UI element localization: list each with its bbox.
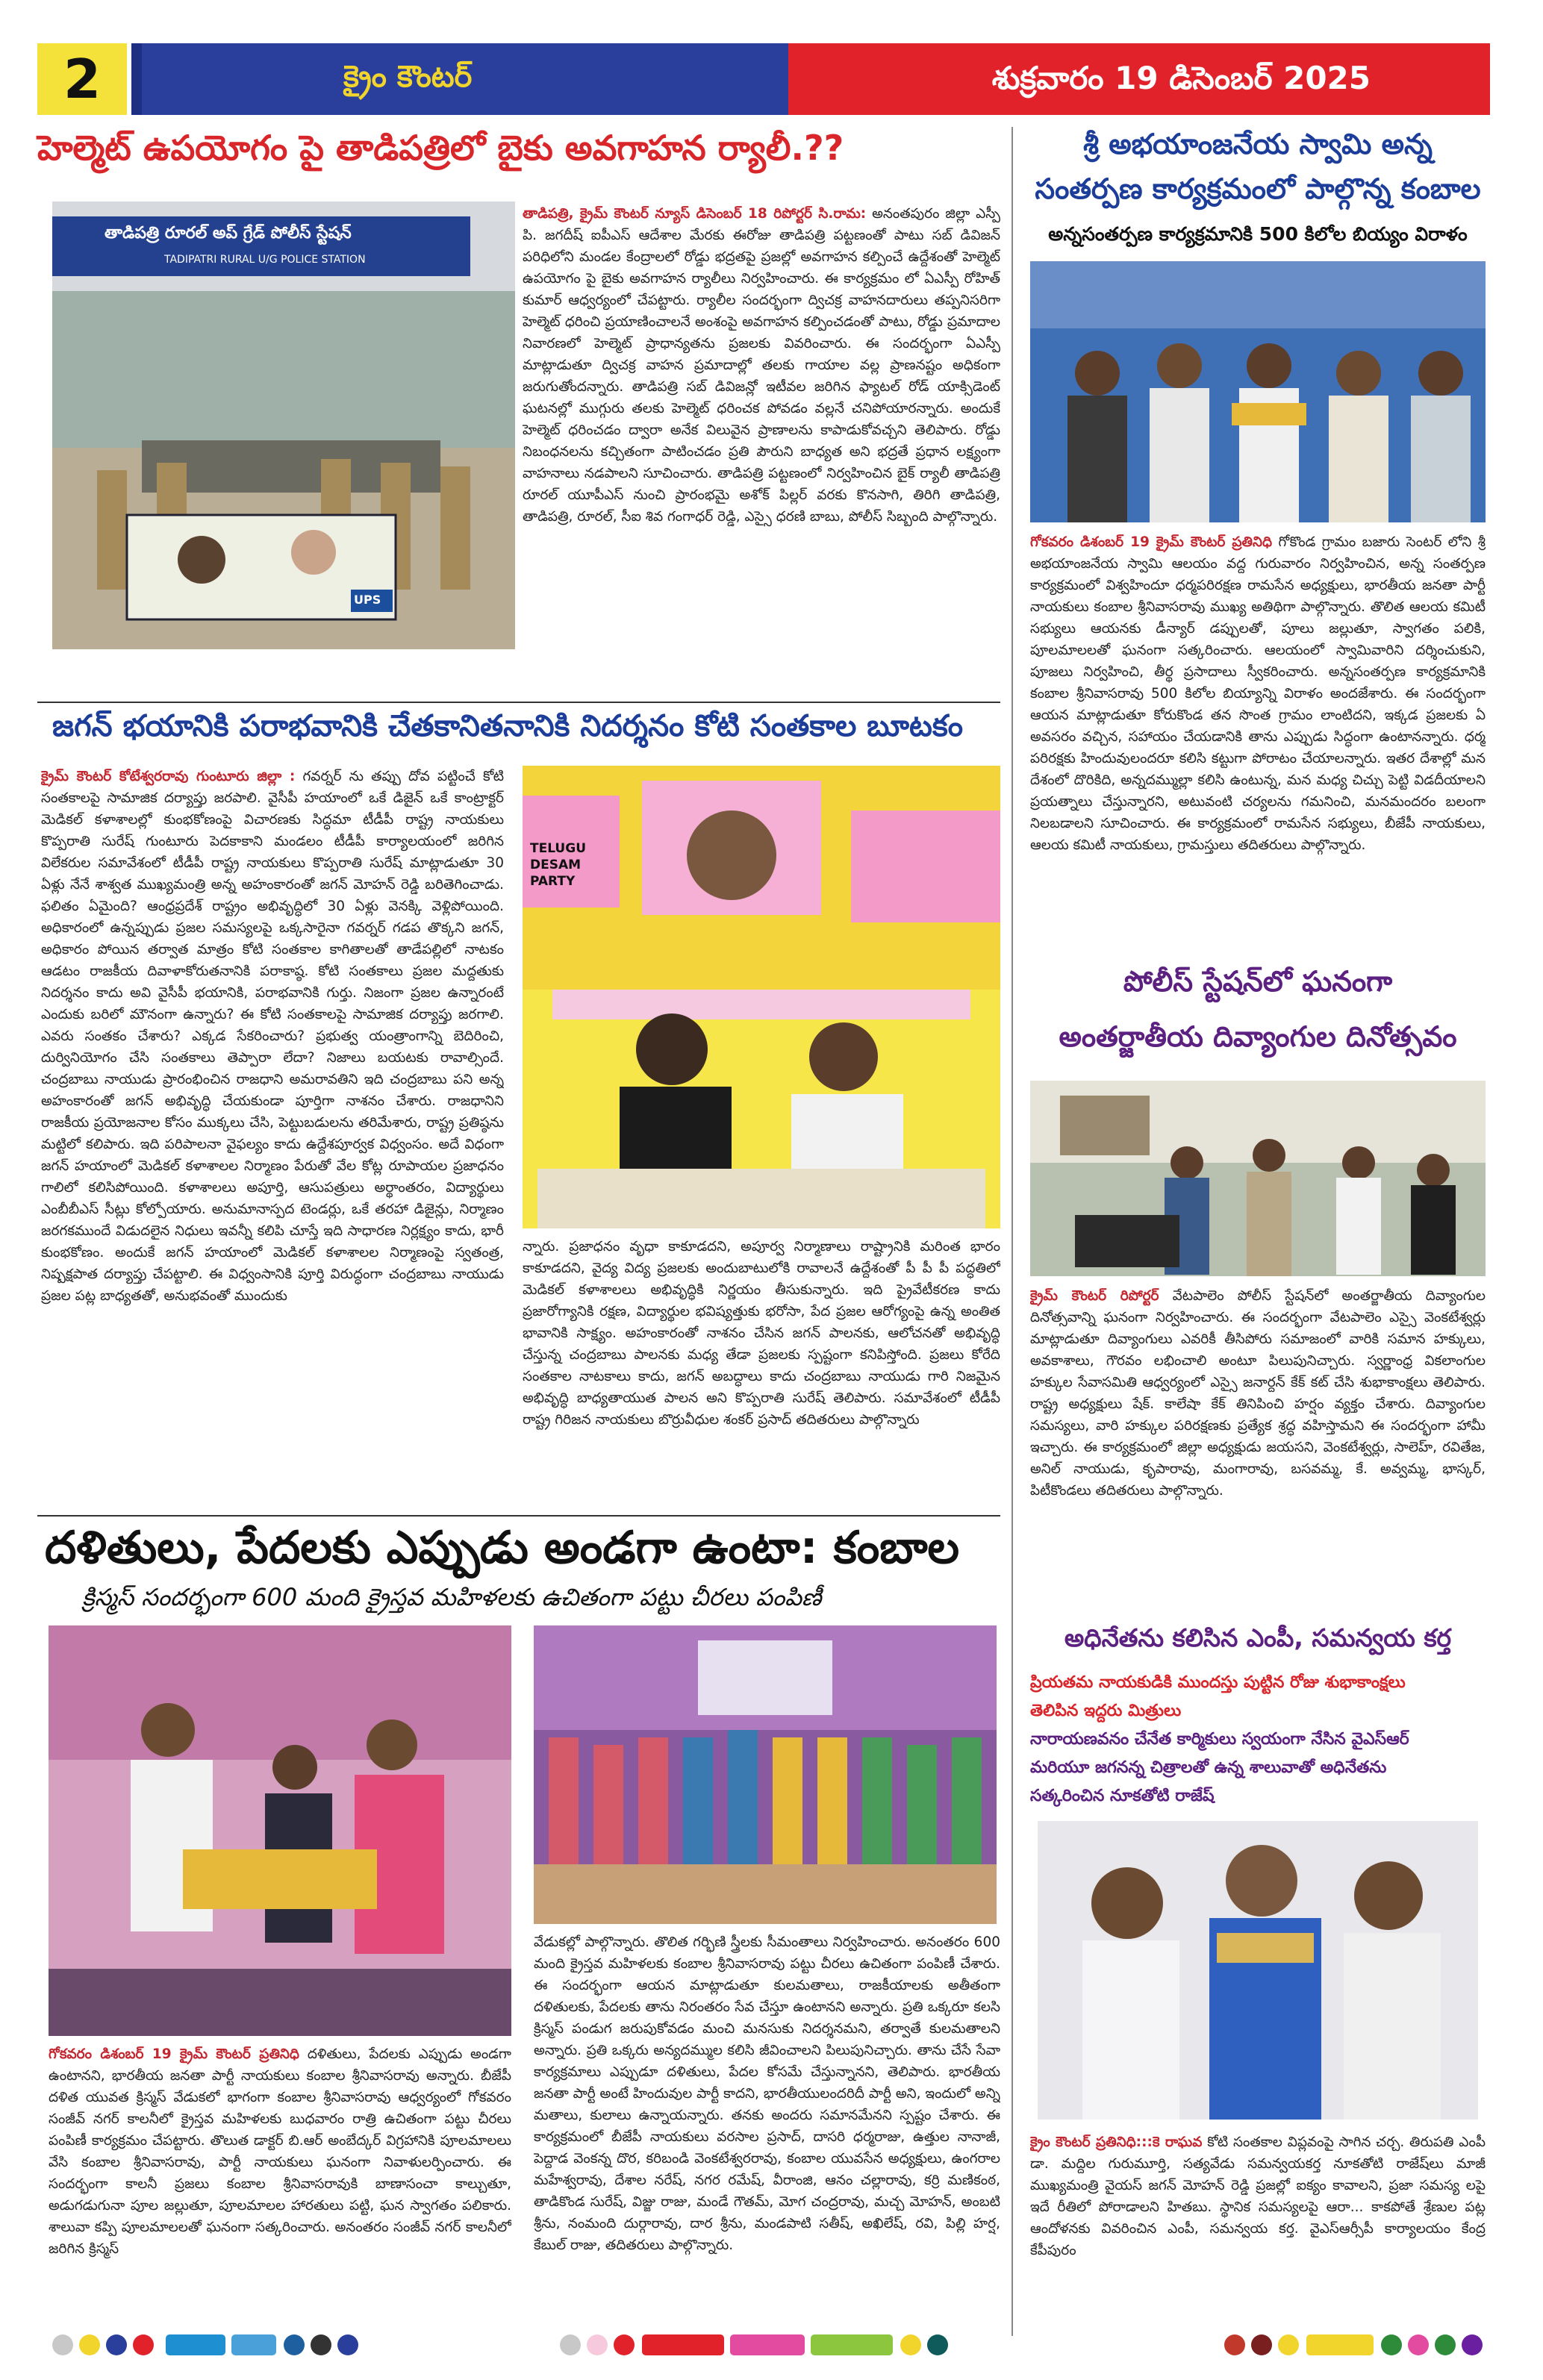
temple-subheadline: అన్నసంతర్పణ కార్యక్రమానికి 500 కిలోల బియ్యం విరాళం bbox=[1048, 223, 1468, 245]
photo-banner-text: TELUGU DESAM PARTY bbox=[530, 841, 586, 889]
registration-dot bbox=[1381, 2334, 1402, 2355]
registration-dot bbox=[1251, 2334, 1272, 2355]
actor-sub-2: తెలిపిన ఇద్దరు మిత్రులు bbox=[1030, 1702, 1182, 1720]
jagan-body-left bbox=[41, 766, 504, 1512]
masthead-date-bar bbox=[788, 43, 1490, 115]
registration-dot bbox=[311, 2334, 331, 2355]
actor-sub-3: నారాయణవనం చేనేత కార్మికులు స్వయంగా నేసిన వైఎస్ఆర్ bbox=[1030, 1730, 1409, 1749]
section-divider bbox=[37, 1515, 1000, 1517]
tdp-press-meet-photo bbox=[523, 766, 1000, 1228]
registration-dot bbox=[1408, 2334, 1429, 2355]
jagan-body-right-text: న్నారు. ప్రజాధనం వృధా కాకూడదని, అపూర్వ నిర్మాణాలు రాష్ట్రానికి మరింత భారం కాకూడదని, వైద్య విద్య ప్రజలకు అందుబాటులోకి రావాలనే ఉద్దేశంతో పీ పీ పీ పద్ధతిలో మెడికల్ కళాశాలలు అభివృద్ధికి నిర్ణయం తీసుకున్నారు. ఇది ప్రైవేటీకరణ కాదు ప్రజారోగ్యానికి రక్షణ, విద్యార్థుల భవిష్యత్తుకు భరోసా, పేద ప్రజల ఆరోగ్యంపై ఉన్న అంతిత భావానికి సాక్ష్యం. అహంకారంతో నాశనం చేసిన జగన్ పాలనకు, ఆలోచనతో అభివృద్ధి చేస్తున్న చంద్రబాబు పాలనకు మధ్య తేడా ప్రజలకు స్పష్టంగా కనిపిస్తోంది. ప్రజలు కోరేది సంతకాల నాటకాలు కాదు, జగన్ అబద్ధాలు కాదు చంద్రబాబు నాయుడు గారి నిజమైన అభివృద్ధి బాధ్యతాయుత పాలన అని కొప్పరాతి సురేష్ తెలిపారు. సమావేశంలో టీడీపీ రాష్ట్ర గిరిజన నాయకులు బొర్రువీధుల శంకర్ ప్రసాద్ తదితరులు పాల్గొన్నారు bbox=[523, 1239, 1000, 1428]
actor-headline: అధినేతను కలిసిన ఎంపీ, సమన్వయ కర్త bbox=[1064, 1623, 1452, 1652]
registration-dot bbox=[1278, 2334, 1299, 2355]
temple-event-photo bbox=[1030, 261, 1486, 522]
jagan-dateline: క్రైమ్ కౌంటర్ కోటేశ్వరరావు గుంటూరు జిల్లా : bbox=[41, 769, 296, 784]
color-bar bbox=[1306, 2334, 1374, 2355]
section-divider bbox=[37, 702, 1000, 703]
kambala-dateline: గోకవరం డిశంబర్ 19 క్రైమ్ కౌంటర్ ప్రతినిధి bbox=[49, 2046, 299, 2062]
registration-dot bbox=[284, 2334, 305, 2355]
kambala-headline: దళితులు, పేదలకు ఎప్పుడు అండగా ఉంటా: కంబాల bbox=[45, 1522, 960, 1574]
color-bar bbox=[730, 2334, 805, 2355]
registration-dot bbox=[927, 2334, 948, 2355]
helmet-body bbox=[523, 203, 1000, 651]
registration-dot bbox=[1435, 2334, 1456, 2355]
temple-body bbox=[1030, 531, 1486, 949]
actor-sub-4: మరియూ జగనన్న చిత్రాలతో ఉన్న శాలువాతో అధినేతను bbox=[1030, 1758, 1387, 1777]
helmet-rally-photo bbox=[52, 202, 515, 649]
registration-dot bbox=[106, 2334, 127, 2355]
registration-dot bbox=[614, 2334, 635, 2355]
jagan-body-right bbox=[523, 1236, 1000, 1512]
color-bar bbox=[231, 2334, 276, 2355]
registration-dot bbox=[560, 2334, 581, 2355]
saree-distribution-photo-2 bbox=[534, 1625, 997, 1924]
disability-day-photo bbox=[1030, 1081, 1486, 1276]
column-divider bbox=[1011, 127, 1013, 2336]
registration-dot bbox=[337, 2334, 358, 2355]
kambala-body-right bbox=[534, 1931, 1000, 2320]
registration-dot bbox=[587, 2334, 608, 2355]
actor-dateline: క్రైం కౌంటర్ ప్రతినిధి:::కె రాఘవ bbox=[1030, 2134, 1203, 2150]
kambala-body-left bbox=[49, 2043, 511, 2320]
kambala-subheadline: క్రిస్మస్ సందర్భంగా 600 మంది క్రైస్తవ మహిళలకు ఉచితంగా పట్టు చీరలు పంపిణీ bbox=[82, 1583, 822, 1611]
registration-dot bbox=[133, 2334, 154, 2355]
temple-dateline: గోకవరం డిశంబర్ 19 క్రైమ్ కౌంటర్ ప్రతినిధి bbox=[1030, 534, 1273, 550]
color-bar bbox=[811, 2334, 893, 2355]
kambala-body-right-text: వేడుకల్లో పాల్గొన్నారు. తొలిత గర్భిణి స్త్రీలకు సీమంతాలు నిర్వహించారు. అనంతరం 600 మంది క్రైస్తవ మహిళలకు కంబాల శ్రీనివాసరావు పట్టు చీరలు ఉచితంగా పంపిణీ చేశారు. ఈ సందర్భంగా ఆయన మాట్లాడుతూ కులమతాలు, రాజకీయాలకు అతీతంగా దళితులకు, పేదలకు తాను నిరంతరం సేవ చేస్తూ ఉంటానని అన్నారు. ప్రతి ఒక్కరూ కలసి క్రిస్మస్ పండుగ జరుపుకోవడం మంచి మనసుకు నిదర్శనమని, తర్వాతే కులమతాలని అన్నారు. ప్రతి ఒక్కరు అన్యదమ్ముల కలిసి జీవించాలని పిలుపునిచ్చారు. తాను చేసే సేవా కార్యక్రమాలు ఎప్పుడూ దళితులు, పేదల కోసమే చేస్తున్నానని, తెలిపారు. భారతీయ జనతా పార్టీ అంటే హిందువుల పార్టీ కాదని, భారతీయులందరిదీ పార్టీ అని, ఇందులో అన్ని మతాలు, కులాలు ఉన్నాయన్నారు. తనకు అందరు సమానమేనని స్పష్టం చేశారు. ఈ కార్యక్రమంలో బీజేపీ నాయకులు వరసాల ప్రసాద్, దాసరి ధర్మరాజు, ఉత్తుల నానాజీ, పెద్దాడ వెంకన్న దొర, కరిబండి వెంకటేశ్వరరావు, కంబాల యువసేన అధ్యక్షులు, ఉంగరాల మహేశ్వరావు, దేశాల నరేష్, నగర రమేష్, వీరాంజి, ఆనం చల్లారావు, కర్రి మణికంఠ, తాడికొండ సురేష్, విజ్జు రాజు, మండే గౌతమ్, మోగ చంద్రరావు, మచ్చ మోహన్, అంబటి శ్రీను, నంమంది దుర్గారావు, దార శ్రీను, మండపాటి సతీష్, అఖిలేష్, రవి, పిల్లి హర్ష, కేబుల్ రాజు, తదితరులు పాల్గొన్నారు. bbox=[534, 1934, 1000, 2253]
page-number: 2 bbox=[37, 43, 127, 115]
registration-dot bbox=[79, 2334, 100, 2355]
saree-distribution-photo-1 bbox=[49, 1625, 511, 2036]
actor-sub-5: సత్కరించిన నూకతోటి రాజేష్ bbox=[1030, 1787, 1215, 1805]
actor-body bbox=[1030, 2131, 1486, 2318]
registration-dot bbox=[52, 2334, 73, 2355]
disability-dateline: క్రైమ్ కౌంటర్ రిపోర్టర్ bbox=[1030, 1288, 1159, 1304]
temple-headline-line2: సంతర్పణ కార్యక్రమంలో పాల్గొన్న కంబాల bbox=[1035, 172, 1481, 205]
temple-body-text: గోకొండ గ్రామం బజారు సెంటర్ లోని శ్రీ అభయాంజనేయ స్వామి ఆలయం వద్ద గురువారం నిర్వహించిన, అన్న సంతర్పణ కార్యక్రమంలో విశ్వహిందూ ధర్మపరిరక్షణ రామసేన అధ్యక్షులు, భారతీయ జనతా పార్టీ నాయకులు కంబాల శ్రీనివాసరావు ముఖ్య అతిథిగా పాల్గొన్నారు. తొలిత ఆలయ కమిటీ సభ్యులు ఆయనకు డీన్యార్ డప్పులతో, పూలు జల్లుతూ, స్వాగతం పలికి, పూలమాలలతో ఘనంగా సత్కరించారు. ఆలయంలో స్వామివారిని దర్శించుకుని, పూజలు నిర్వహించి, తీర్థ ప్రసాదాలు స్వీకరించారు. అన్నసంతర్పణ కార్యక్రమానికి కంబాల శ్రీనివాసరావు 500 కిలోల బియ్యాన్ని విరాళం అందజేశారు. ఈ సందర్భంగా ఆయన మాట్లాడుతూ కోరుకొండ తన సొంత గ్రామం లాంటిదని, ఇక్కడ ప్రజలకు ఏ అవసరం వచ్చిన, సహాయం చేయడానికి తాను ఎప్పుడు సిద్ధంగా ఉంటానన్నారు. ధర్మ పరిరక్షకు హిందువులందరూ కలిసి కట్టుగా పోరాటం చేయాలన్నారు. ఇతర దేశాల్లో మన దేశంలో దొరికిది, అన్నదమ్ముల్లా కలిసి ఉంటున్న, మన మధ్య చిచ్చు పెట్టి విడదీయాలని ప్రయత్నాలు చేస్తున్నారని, అటువంటి చర్యలను గమనించి, మనమందరం బలంగా నిలబడాలని సూచించారు. ఈ కార్యక్రమంలో రామసేన సభ్యులు, బీజేపీ నాయకులు, ఆలయ కమిటీ నాయకులు, గ్రామస్తులు తదితరులు పాల్గొన్నారు. bbox=[1030, 534, 1486, 853]
helmet-headline: హెల్మెట్ ఉపయోగం పై తాడిపత్రిలో బైకు అవగాహన ర్యాలీ.?? bbox=[37, 128, 844, 168]
registration-dot bbox=[1224, 2334, 1245, 2355]
actor-body-text: కోటి సంతకాల విప్లవంపై సాగిన చర్చ. తిరుపతి ఎంపీ డా. మద్దిల గురుమూర్తి, సత్యవేడు సమన్వయకర్త నూకతోటి రాజేష్‌లు మాజీ ముఖ్యమంత్రి వైయస్ జగన్ మోహన్ రెడ్డి ప్రజల్లో ఐక్యం కావాలని, ప్రజా సమస్య లపై ఇదే రీతిలో పోరాడాలని హితబు. స్థానిక సమస్యలపై ఆరా... కాకపోతే శ్రేణుల పట్ల ఆందోళనకు వివరించిన ఎంపీ, సమన్వయ కర్త. వైఎస్ఆర్సీపీ కార్యాలయం కేంద్ర కేపీపురం bbox=[1030, 2134, 1486, 2258]
jagan-body-left-text: గవర్నర్ ను తప్పు దోవ పట్టించే కోటి సంతకాలపై సామాజిక దర్యాప్తు జరపాలి. వైసీపీ హయాంలో ఒకే డిజైన్ ఒకే కాంట్రాక్టర్ మెడికల్ కళాశాలల్లో కుంభకోణంపై విచారణకు సిద్ధమా టీడీపీ రాష్ట్ర నాయకులు కొప్పరాతి సురేష్ గుంటూరు పెదకాకాని మండలం టీడీపీ కార్యాలయంలో జరిగిన విలేకరుల సమావేశంలో టీడీపీ రాష్ట్ర నాయకులు కొప్పరాతి సురేష్ మాట్లాడుతూ 30 ఏళ్లు నేనే శాశ్వత ముఖ్యమంత్రి అన్న అహంకారంతో జగన్ మోహన్ రెడ్డి బరితెగించాడు. ఫలితం ఏమైంది? ఆంధ్రప్రదేశ్ రాష్ట్రం అభివృద్ధిలో 30 ఏళ్లు వెనక్కి వెళ్లిపోయింది. అధికారంలో ఉన్నప్పుడు ప్రజల సమస్యలపై ఒక్కసారైనా గవర్నర్ గడప తొక్కని జగన్, అధికారం పోయిన తర్వాత మాత్రం కోటి సంతకాల కాగితాలతో తాడేపల్లిలో నాటకం ఆడటం రాజకీయ దివాళాకోరుతనానికి పరాకాష్ఠ. కోటి సంతకాలు ప్రజల మద్దతుకు నిదర్శనం కాదు అవి వైసీపీ భయానికి, పరాభవానికి గుర్తు. నిజంగా ప్రజల ఉన్నారంటే ఎందుకు బరిలో మౌనంగా ఉన్నారు? ఈ కోటి సంతకాలపై సామాజిక దర్యాప్తు జరగాలి. ఎవరు సంతకం చేశారు? ఎక్కడ సేకరించారు? ప్రభుత్వ యంత్రాంగాన్ని బెదిరించి, దుర్వినియోగం చేసి సంతకాలు తెప్పారా లేదా? నిజాలు బయటకు రావాల్సిందే. చంద్రబాబు నాయుడు ప్రారంభించిన రాజధాని అమరావతిని ఇది చంద్రబాబు పని అన్న అహంకారంతో జగన్ అభివృద్ధి చేయకుండా పూర్తిగా నాశనం చేశారు. రాజధానిని రాజకీయ ప్రయోజనాల కోసం ముక్కలు చేసి, పెట్టుబడులను తరిమేశారు, రాష్ట్ర ప్రతిష్ఠను మట్టిలో కలిపారు. ఇది పరిపాలనా వైఫల్యం కాదు ఉద్దేశపూర్వక విధ్వంసం. అదే విధంగా జగన్ హయాంలో మెడికల్ కళాశాలల నిర్మాణం పేరుతో వేల కోట్ల రూపాయల ప్రజాధనం గాలిలో కలిసిపోయింది. కళాశాలలు అపూర్తి, ఆసుపత్రులు అర్థాంతరం, విద్యార్థులు ఎంబీబీఎస్ సీట్లు కోల్పోయారు. అనుమానాస్పద టెండర్లు, ఒకే తరహా డిజైన్లు, నిర్మాణం జరగకముందే విడుదలైన నిధులు ఇవన్నీ కలిపి చూస్తే ఇది సాధారణ నిర్లక్ష్యం కాదు, భారీ కుంభకోణం. అందుకే జగన్ హయాంలో మెడికల్ కళాశాలల నిర్మాణంపై స్వతంత్ర, నిష్పక్షపాత దర్యాప్తు చేపట్టాలి. ఈ విధ్వంసానికి పూర్తి విరుద్ధంగా చంద్రబాబు నాయుడు ప్రజల పట్ల బాధ్యతతో, అనుభవంతో ముందుకు bbox=[41, 769, 504, 1304]
helmet-body-text: అనంతపురం జిల్లా ఎస్పీ పి. జగదీష్ ఐపీఎస్ ఆదేశాల మేరకు ఈరోజు తాడిపత్రి పట్టణంతో పాటు సబ్ డివిజన్ పరిధిలోని మండల కేంద్రాలలో రోడ్డు భద్రతపై ప్రజల్లో అవగాహన కల్పించే ఉద్దేశంతో హెల్మెట్ ఉపయోగం పై బైకు అవగాహన ర్యాలీలు నిర్వహించారు. ఈ కార్యక్రమం లో ఏఎస్పీ రోహిత్ కుమార్ ఆధ్వర్యంలో చేపట్టారు. ర్యాలీల సందర్భంగా ద్విచక్ర వాహనదారులు తప్పనిసరిగా హెల్మెట్ ధరించి ప్రయాణించాలనే అంశంపై అవగాహన కల్పించడంతో పాటు, రోడ్డు ప్రమాదాల నివారణలో హెల్మెట్ ప్రాధాన్యతను ప్రజలకు వివరించారు. ఈ సందర్భంగా ఏఎస్పీ మాట్లాడుతూ ద్విచక్ర వాహన ప్రమాదాల్లో తలకు గాయాల వల్ల ప్రాణనష్టం అధికంగా జరుగుతోందన్నారు. తాడిపత్రి సబ్ డివిజన్లో ఇటీవల జరిగిన ఫ్యాటల్ రోడ్ యాక్సిడెంట్ ఘటనల్లో ముగ్గురు తలకు హెల్మెట్ ధరించక పోవడం వల్లనే చనిపోయారన్నారు. అందుకే హెల్మెట్ ధరించడం ద్వారా అనేక విలువైన ప్రాణాలను కాపాడుకోవచ్చని తెలిపారు. రోడ్డు నిబంధనలను కచ్చితంగా పాటించడం ప్రతి పౌరుని బాధ్యత అని భద్రతే ప్రధాన లక్ష్యంగా వాహనాలు నడపాలని సూచించారు. తాడిపత్రి పట్టణంలో నిర్వహించిన బైక్ ర్యాలీ తాడిపత్రి రూరల్ యూపీఎస్ నుంచి ప్రారంభమై అశోక్ పిల్లర్ వరకు కొనసాగి, తిరిగి తాడిపత్రి, తాడిపత్రి, రూరల్, సీఐ శివ గంగాధర్ రెడ్డి, ఎస్సై ధరణి బాబు, పోలీస్ సిబ్బంది పాల్గొన్నారు. bbox=[523, 206, 1000, 525]
registration-dot bbox=[1462, 2334, 1483, 2355]
mp-meeting-photo bbox=[1038, 1821, 1478, 2120]
helmet-dateline: తాడిపత్రి, క్రైమ్ కౌంటర్ న్యూస్ డిసెంబర్ 18 రిపోర్టర్ సి.రామ: bbox=[523, 206, 867, 222]
photo-badge-text: UPS bbox=[354, 593, 381, 607]
photo-sign-text-en: TADIPATRI RURAL U/G POLICE STATION bbox=[164, 254, 366, 266]
jagan-headline: జగన్ భయానికి పరాభవానికి చేతకానితనానికి నిదర్శనం కోటి సంతకాల బూటకం bbox=[52, 709, 963, 743]
disability-body bbox=[1030, 1285, 1486, 1614]
disability-headline-line1: పోలీస్ స్టేషన్‌లో ఘనంగా bbox=[1123, 965, 1393, 998]
actor-sub-1: ప్రియతమ నాయకుడికి ముందస్తు పుట్టిన రోజు శుభాకాంక్షలు bbox=[1030, 1673, 1406, 1692]
masthead-paper-bar bbox=[131, 43, 788, 115]
photo-sign-text: తాడిపత్రి రూరల్ అప్ గ్రేడ్ పోలీస్ స్టేషన్ bbox=[105, 224, 352, 243]
color-bar bbox=[642, 2334, 724, 2355]
kambala-body-left-text: దళితులు, పేదలకు ఎప్పుడు అండగా ఉంటానని, భారతీయ జనతా పార్టీ నాయకులు కంబాల శ్రీనివాసరావు అన్నారు. బీజేపీ దళిత యువత క్రిస్మస్ వేడుకలో భాగంగా కంబాల శ్రీనివాసరావు ఆధ్వర్యంలో గోకవరం సంజీవ్ నగర్ కాలనీలో క్రైస్తవ మహిళలకు బుధవారం రాత్రి ఉచితంగా పట్టు చీరలు పంపిణీ కార్యక్రమం చేపట్టారు. తొలుత డాక్టర్ బి.ఆర్ అంబేద్కర్ విగ్రహానికి పూలమాలలు వేసి కంబాల శ్రీనివాసరావు, పార్టీ నాయకులు ఘనంగా నివాళులర్పించారు. ఈ సందర్భంగా కాలనీ ప్రజలు కంబాల శ్రీనివాసరావుకి బాణాసంచా కాల్చుతూ, అడుగడుగునా పూల జల్లుతూ, పూలమాలల హారతులు పట్టి, ఘన స్వాగతం పలికారు. శాలువా కప్పి పూలమాలలతో ఘనంగా సత్కరించారు. అనంతరం సంజీవ్ నగర్ కాలనీలో జరిగిన క్రిస్మస్ bbox=[49, 2046, 511, 2257]
color-bar bbox=[166, 2334, 225, 2355]
disability-headline-line2: అంతర్జాతీయ దివ్యాంగుల దినోత్సవం bbox=[1059, 1020, 1457, 1053]
registration-dot bbox=[900, 2334, 921, 2355]
disability-body-text: వేటపాలెం పోలీస్ స్టేషన్‌లో అంతర్జాతీయ దివ్యాంగుల దినోత్సవాన్ని ఘనంగా నిర్వహించారు. ఈ సందర్భంగా వేటపాలెం ఎస్సై వెంకటేశ్వర్లు మాట్లాడుతూ దివ్యాంగులు ఎవరికీ తీసిపోరు సమాజంలో వారికి సమాన హక్కులు, అవకాశాలు, గౌరవం లభించాలి అంటూ పిలుపునిచ్చారు. స్వర్ణాంధ్ర వికలాంగుల హక్కుల సేవాసమితి ఆధ్వర్యంలో ఎస్సై జనార్దన్ కేక్ కట్ చేసి శుభాకాంక్షలు తెలిపారు. రాష్ట్ర అధ్యక్షులు షేక్. కాలేషా కేక్ తినిపించి హర్షం వ్యక్తం చేశారు. దివ్యాంగుల సమస్యలు, వారి హక్కుల పరిరక్షణకు ప్రత్యేక శ్రద్ధ వహిస్తామని ఈ సందర్భంగా హామీ ఇచ్చారు. ఈ కార్యక్రమంలో జిల్లా అధ్యక్షుడు జయసని, వెంకటేశ్వర్లు, సాలెహ్, రవితేజ, అనిల్ నాయుడు, కృపారావు, మంగారావు, బసవమ్మ, కే. అవ్వమ్మ, భాస్కర్, పిటీకొండలు తదితరులు పాల్గొన్నారు. bbox=[1030, 1288, 1486, 1499]
issue-date: శుక్రవారం 19 డిసెంబర్ 2025 bbox=[991, 60, 1371, 96]
temple-headline-line1: శ్రీ అభయాంజనేయ స్వామి అన్న bbox=[1083, 128, 1433, 160]
paper-name: క్రైం కౌంటర్ bbox=[343, 60, 473, 94]
